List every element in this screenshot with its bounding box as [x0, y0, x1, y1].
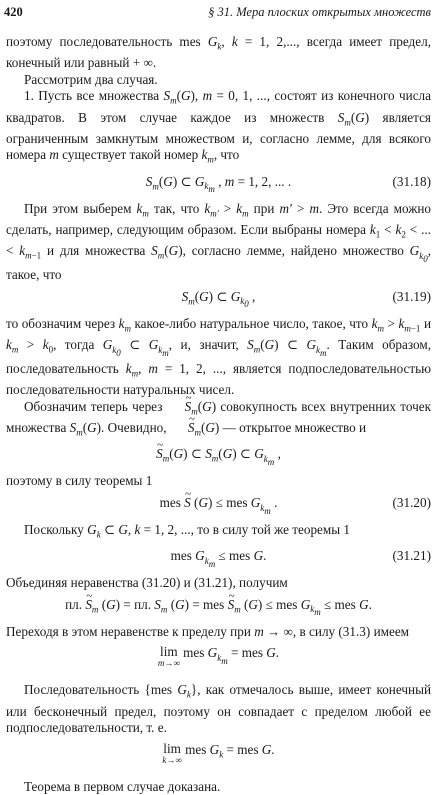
page-header: [4, 4, 431, 22]
equation-limit-2-formula: lim k→∞ mes $G_k$ = mes G.: [162, 740, 275, 765]
page-number: 420: [4, 5, 23, 19]
paragraph-6: Обозначим теперь через ~ $S_m(G)$ совокупность всех внутренних точек множества $S_m(G)$. Очевидно, ~ $S_m(G)$ — открытое множество и: [6, 399, 431, 441]
paragraph-4: При этом выберем $k_m$ так, что $k_{m'} > k_m$ при m′ > m. Это всегда можно сделать, например, следующим образом. Если выбраны номера $k_1 < k_2$ < ... < $k_{m-1}$ и для множества $S_m(G)$, согласно лемме, найдено множество $G_{k_0}$, такое, что: [6, 200, 432, 283]
equation-number: (31.18): [392, 173, 431, 189]
equation-limit-1-formula: lim m→∞ mes $G_{k_m}$ = mes G.: [157, 644, 280, 669]
equation-31-20-formula: mes ~ S (G) ≤ mes $G_{k_m}$ .: [6, 495, 431, 519]
equation-combined: [6, 597, 431, 619]
equation-inclusion-formula: ~ $S_m(G)$ ⊂ $S_m(G)$ ⊂ $G_{k_m}$ ,: [6, 446, 431, 470]
paragraph-1: поэтому последовательность mes $G_k$, k = 1, 2,..., всегда имеет предел, конечный или равный + ∞.: [6, 34, 431, 71]
equation-31-19-formula: $S_m(G)$ ⊂ $G_{k_0}$ ,: [181, 288, 256, 310]
equation-31-18: [6, 174, 431, 196]
page-body: [6, 34, 431, 795]
equation-combined-formula: пл. ~ $S_m$ (G) = пл. $S_m$ (G) = mes ~ $S_m$ (G) ≤ mes $G_{k_m}$ ≤ mes G.: [6, 597, 431, 621]
equation-number: (31.21): [392, 548, 431, 564]
equation-31-18-formula: $S_m(G)$ ⊂ $G_{k_m}$ , m = 1, 2, ... .: [145, 173, 292, 195]
paragraph-2: Рассмотрим два случая.: [24, 71, 158, 87]
paragraph-3: 1. Пусть все множества $S_m(G)$, m = 0, 1, ..., состоят из конечного числа квадратов. В этом случае каждое из множеств $S_m(G)$ является ограниченным замкнутым множеством и, согласно лемме, для всякого номера m существует такой номер $k_m$, что: [6, 88, 431, 166]
paragraph-10: Переходя в этом неравенстве к пределу при m → ∞, в силу (31.3) имеем: [6, 623, 410, 639]
paragraph-8: Поскольку $G_k$ ⊂ G, k = 1, 2, ..., то в силу той же теоремы 1: [24, 521, 350, 540]
equation-number: (31.20): [392, 494, 431, 510]
equation-inclusion: [6, 446, 431, 468]
equation-limit-1: [6, 645, 431, 677]
equation-number: (31.19): [392, 288, 431, 304]
running-title: § 31. Мера плоских открытых множеств: [208, 5, 431, 19]
equation-31-19: [6, 289, 431, 311]
equation-31-21-formula: mes $G_{k_m}$ ≤ mes G.: [170, 548, 267, 569]
paragraph-9: Объединяя неравенства (31.20) и (31.21), получим: [6, 575, 288, 591]
paragraph-11: Последовательность {mes $G_k$}, как отмечалось выше, имеет конечный или бесконечный предел, поэтому он совпадает с пределом любой ее подпоследовательности, т. е.: [6, 682, 432, 736]
equation-31-20: [6, 495, 431, 517]
paragraph-5: то обозначим через $k_m$ какое-либо натуральное число, такое, что $k_m > k_{m-1}$ и $k_m > k_0$, тогда $G_{k_0}$ ⊂ $G_{k_m}$, и, значит, $S_m(G)$ ⊂ $G_{k_m}$. Таким образом, последовательность $k_m$, m = 1, 2, ..., является подпоследовательностью последовательности натуральных чисел.: [6, 315, 432, 398]
equation-31-21: [6, 548, 431, 570]
paragraph-7: поэтому в силу теоремы 1: [6, 473, 153, 489]
paragraph-12: Теорема в первом случае доказана.: [24, 778, 221, 794]
equation-limit-2: [6, 742, 431, 774]
